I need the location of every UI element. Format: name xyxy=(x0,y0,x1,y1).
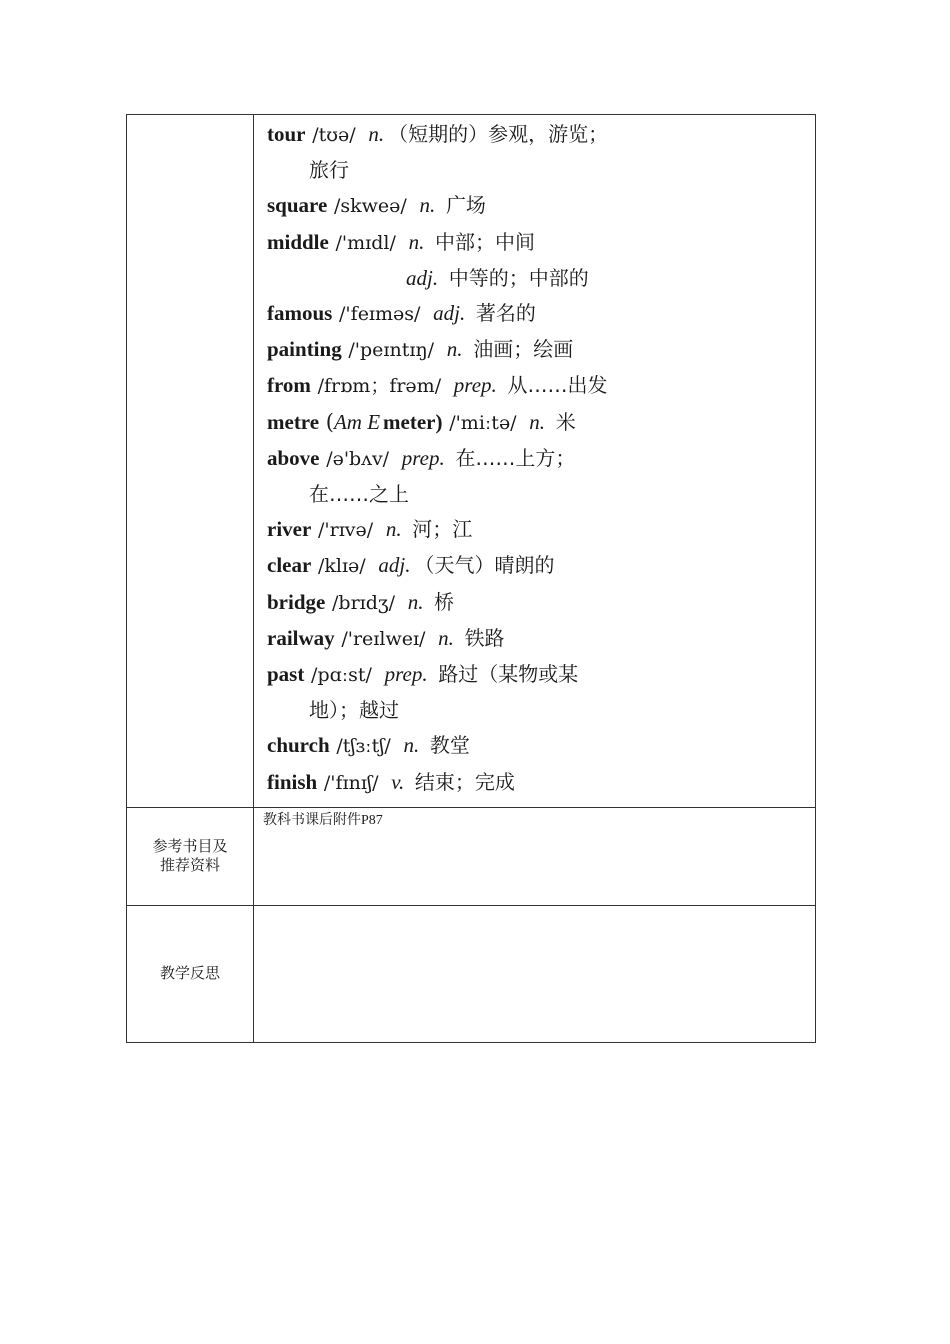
vocab-phonetic: /tʃɜːtʃ/ xyxy=(336,735,391,758)
vocab-pos: prep. xyxy=(384,662,428,687)
vocab-entry-continuation xyxy=(267,477,815,512)
references-label-line2: 推荐资料 xyxy=(159,856,220,875)
vocab-phonetic: /frɒm；frəm/ xyxy=(317,375,442,398)
vocab-definition: 广场 xyxy=(445,193,486,218)
vocab-definition: 著名的 xyxy=(475,301,536,326)
vocab-pos: n. xyxy=(403,733,420,758)
vocab-entry-church xyxy=(267,728,815,764)
vocab-entry-continuation xyxy=(267,693,815,728)
vocab-word: metre xyxy=(267,409,320,434)
vocabulary-list xyxy=(254,115,816,808)
vocab-pos: n. xyxy=(446,337,463,362)
vocab-entry-bridge xyxy=(267,585,815,621)
vocab-pos: n. xyxy=(438,625,454,650)
vocab-definition: 结束；完成 xyxy=(414,769,515,794)
vocab-definition: 河；江 xyxy=(412,517,473,542)
vocab-word: bridge xyxy=(267,589,326,614)
vocab-definition: 中等的；中部的 xyxy=(448,265,589,290)
vocab-word: square xyxy=(267,193,328,218)
vocab-pos: n. xyxy=(419,193,436,218)
vocab-variant-tag: Am E xyxy=(333,409,381,434)
vocab-entry-continuation xyxy=(267,261,815,296)
vocab-phonetic: /skweə/ xyxy=(333,195,407,218)
vocab-entry-famous xyxy=(267,296,815,332)
references-content xyxy=(254,807,816,905)
vocab-word: above xyxy=(267,445,320,470)
vocab-definition: （短期的）参观，游览； xyxy=(388,122,609,146)
vocab-phonetic: /'mɪdl/ xyxy=(335,231,396,254)
vocab-phonetic: /'rɪvə/ xyxy=(317,519,374,542)
references-page: P87 xyxy=(361,812,383,828)
vocab-pos: v. xyxy=(391,769,405,794)
vocab-definition: 中部；中间 xyxy=(435,229,536,254)
vocab-entry-river xyxy=(267,512,815,548)
vocab-pos: adj. xyxy=(378,553,411,578)
references-label-line1: 参考书目及 xyxy=(152,837,228,856)
vocab-entry-finish xyxy=(267,765,815,801)
vocab-variant-close: ) xyxy=(435,409,443,434)
vocab-definition: 路过（某物或某 xyxy=(438,662,579,687)
vocab-word: river xyxy=(267,517,312,542)
vocab-pos: adj. xyxy=(406,265,439,290)
vocab-word: finish xyxy=(267,769,318,794)
vocab-phonetic: /pɑːst/ xyxy=(311,664,372,687)
vocab-definition-cont: 在……之上 xyxy=(309,482,409,507)
vocab-word: famous xyxy=(267,301,333,326)
vocab-definition: 米 xyxy=(555,409,576,434)
vocab-phonetic: /'miːtə/ xyxy=(449,411,517,434)
vocab-word: railway xyxy=(267,625,335,650)
vocab-pos: adj. xyxy=(433,301,466,326)
vocab-entry-tour xyxy=(267,117,815,153)
vocab-definition: 在……上方； xyxy=(455,445,576,470)
vocab-pos: prep. xyxy=(401,445,445,470)
vocab-definition: （天气）晴朗的 xyxy=(414,553,555,578)
vocab-pos: n. xyxy=(408,229,425,254)
vocab-word: past xyxy=(267,662,305,687)
lesson-plan-table xyxy=(126,114,816,1043)
vocabulary-label-cell xyxy=(127,115,254,808)
vocab-variant-open: ( xyxy=(325,409,334,434)
vocab-definition: 铁路 xyxy=(464,625,505,650)
vocab-entry-railway xyxy=(267,621,815,657)
vocab-word: church xyxy=(267,733,330,758)
vocab-pos: n. xyxy=(368,122,385,146)
vocab-phonetic: /'reɪlweɪ/ xyxy=(341,627,426,650)
reflection-content xyxy=(254,905,816,1042)
vocab-word: tour xyxy=(267,122,306,146)
vocab-entry-above xyxy=(267,441,815,477)
references-text: 教科书课后附件 xyxy=(263,811,361,828)
vocab-word: from xyxy=(267,373,311,398)
vocab-pos: n. xyxy=(407,589,424,614)
vocab-phonetic: /klɪə/ xyxy=(317,555,366,578)
vocab-pos: n. xyxy=(385,517,402,542)
vocab-phonetic: /'peɪntɪŋ/ xyxy=(348,339,435,362)
vocab-entry-from xyxy=(267,368,815,404)
vocab-definition-cont: 旅行 xyxy=(309,158,349,183)
vocab-entry-middle xyxy=(267,225,815,261)
vocab-word: clear xyxy=(267,553,312,578)
vocab-entry-continuation xyxy=(267,153,815,188)
vocab-entry-square xyxy=(267,188,815,224)
vocab-definition: 从……出发 xyxy=(507,373,608,398)
vocab-phonetic: /ə'bʌv/ xyxy=(326,447,390,470)
reflection-row xyxy=(127,905,816,1042)
vocab-word: painting xyxy=(267,337,342,362)
vocab-phonetic: /tʊə/ xyxy=(312,124,356,146)
vocabulary-row xyxy=(127,115,816,808)
vocab-phonetic: /'fɪnɪʃ/ xyxy=(323,771,379,794)
references-row xyxy=(127,807,816,905)
vocab-phonetic: /'feɪməs/ xyxy=(339,303,421,326)
vocab-entry-clear xyxy=(267,548,815,584)
references-label xyxy=(127,807,254,905)
vocab-definition-cont: 地）；越过 xyxy=(309,698,399,723)
vocab-entry-past xyxy=(267,657,815,693)
vocab-entry-metre xyxy=(267,405,815,441)
reflection-label: 教学反思 xyxy=(127,905,254,1042)
vocab-definition: 教堂 xyxy=(429,733,470,758)
vocab-definition: 油画；绘画 xyxy=(473,337,574,362)
vocab-entry-painting xyxy=(267,332,815,368)
vocab-pos: prep. xyxy=(453,373,497,398)
vocab-variant-word: meter xyxy=(383,409,436,434)
vocab-word: middle xyxy=(267,229,329,254)
vocab-pos: n. xyxy=(529,409,546,434)
vocab-phonetic: /brɪdʒ/ xyxy=(332,591,396,614)
vocab-definition: 桥 xyxy=(434,589,455,614)
